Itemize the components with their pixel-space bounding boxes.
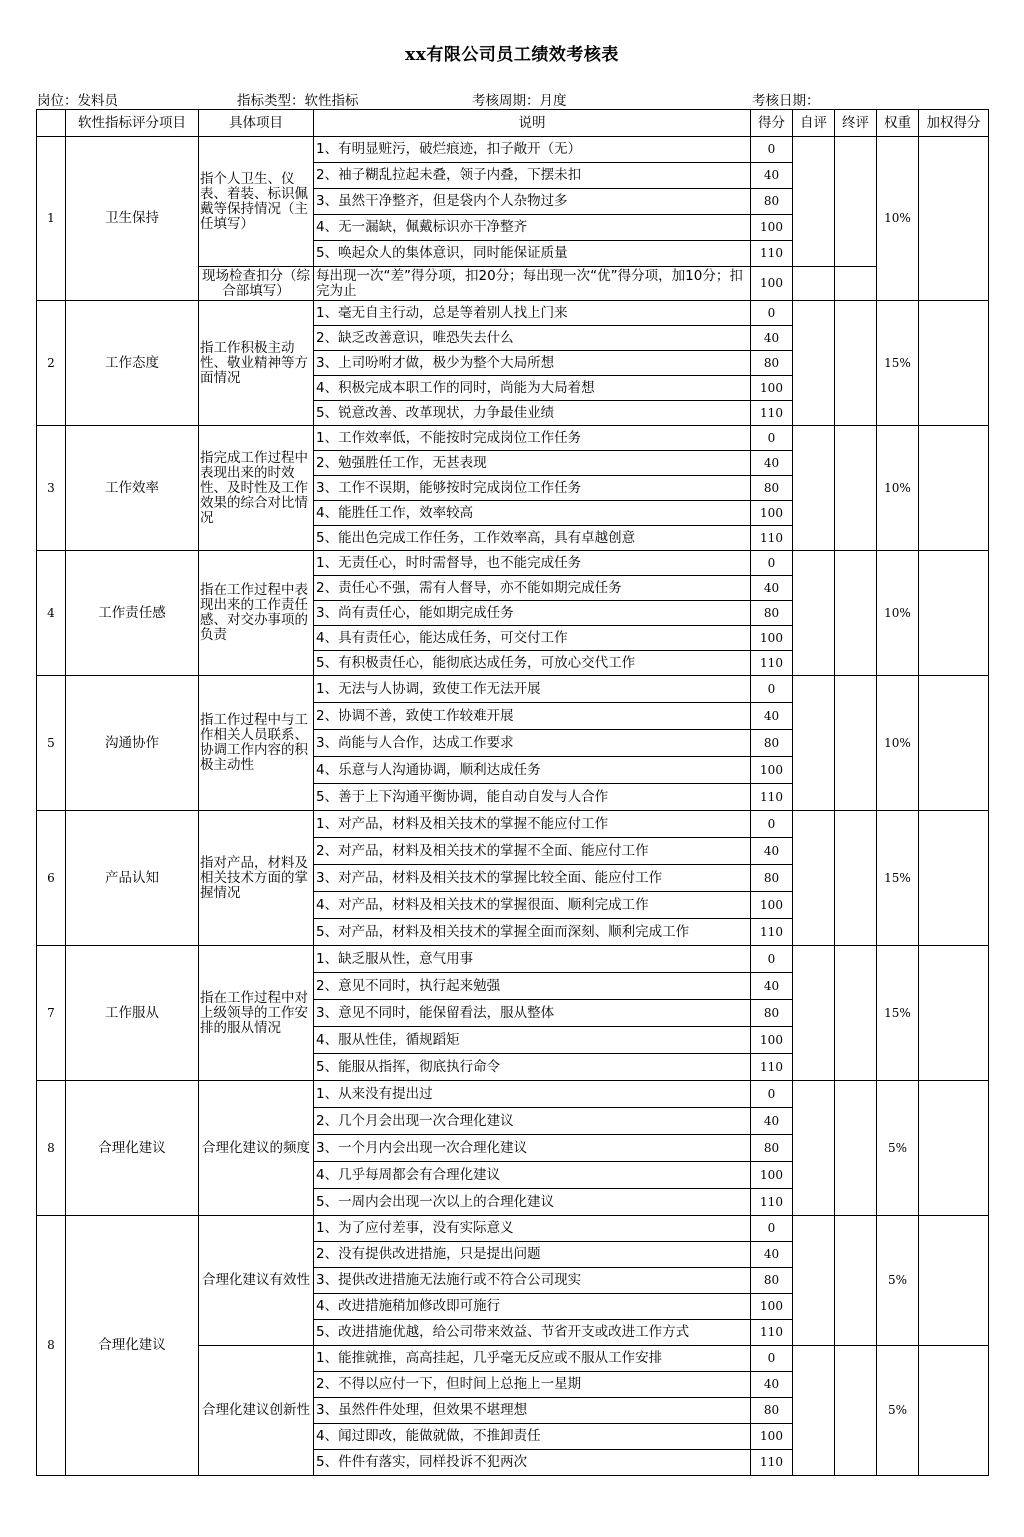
criterion-description: 3、虽然件件处理，但效果不堪理想 xyxy=(314,1398,751,1424)
weighted-score-cell[interactable] xyxy=(919,946,989,1081)
table-row xyxy=(37,811,989,838)
criterion-description: 5、能出色完成工作任务，工作效率高，具有卓越创意 xyxy=(314,526,751,551)
table-row xyxy=(37,426,989,451)
criterion-score: 40 xyxy=(751,1372,793,1398)
criterion-description: 3、一个月内会出现一次合理化建议 xyxy=(314,1135,751,1162)
criterion-score: 110 xyxy=(751,1450,793,1476)
criterion-score: 0 xyxy=(751,137,793,163)
final-eval-cell[interactable] xyxy=(835,137,877,267)
criterion-score: 100 xyxy=(751,626,793,651)
criterion-description: 1、能推就推，高高挂起，几乎毫无反应或不服从工作安排 xyxy=(314,1346,751,1372)
criterion-description: 1、对产品，材料及相关技术的掌握不能应付工作 xyxy=(314,811,751,838)
criterion-score: 80 xyxy=(751,865,793,892)
final-eval-cell[interactable] xyxy=(835,267,877,301)
criterion-score: 0 xyxy=(751,811,793,838)
item-name: 工作服从 xyxy=(66,946,199,1081)
self-eval-cell[interactable] xyxy=(793,676,835,811)
item-weight: 15% xyxy=(877,301,919,426)
item-weight: 5% xyxy=(877,1346,919,1476)
criterion-description: 1、有明显赃污，破烂痕迹，扣子敞开（无） xyxy=(314,137,751,163)
table-row xyxy=(37,137,989,163)
criterion-description: 3、意见不同时，能保留看法，服从整体 xyxy=(314,1000,751,1027)
header-index xyxy=(37,110,66,137)
criterion-score: 100 xyxy=(751,1162,793,1189)
criterion-score: 0 xyxy=(751,1081,793,1108)
table-row xyxy=(37,301,989,326)
criterion-description: 4、几乎每周都会有合理化建议 xyxy=(314,1162,751,1189)
criterion-description: 5、锐意改善、改革现状，力争最佳业绩 xyxy=(314,401,751,426)
item-detail: 指在工作过程中对上级领导的工作安排的服从情况 xyxy=(199,946,314,1081)
header-item: 软性指标评分项目 xyxy=(66,110,199,137)
criterion-score: 100 xyxy=(751,757,793,784)
weighted-score-cell[interactable] xyxy=(919,1216,989,1346)
criterion-description: 2、勉强胜任工作，无甚表现 xyxy=(314,451,751,476)
item-detail: 合理化建议有效性 xyxy=(199,1216,314,1346)
criterion-score: 80 xyxy=(751,601,793,626)
table-row xyxy=(37,551,989,576)
self-eval-cell[interactable] xyxy=(793,301,835,426)
weighted-score-cell[interactable] xyxy=(919,1081,989,1216)
criterion-description: 2、不得以应付一下，但时间上总拖上一星期 xyxy=(314,1372,751,1398)
criterion-description: 4、改进措施稍加修改即可施行 xyxy=(314,1294,751,1320)
criterion-description: 2、意见不同时，执行起来勉强 xyxy=(314,973,751,1000)
criterion-description: 4、乐意与人沟通协调，顺利达成任务 xyxy=(314,757,751,784)
criterion-description: 4、具有责任心，能达成任务，可交付工作 xyxy=(314,626,751,651)
page-title: xx有限公司员工绩效考核表 xyxy=(405,45,619,65)
criterion-description: 4、无一漏缺，佩戴标识亦干净整齐 xyxy=(314,215,751,241)
header-description: 说明 xyxy=(314,110,751,137)
criterion-score: 40 xyxy=(751,576,793,601)
criterion-description: 5、对产品，材料及相关技术的掌握全面而深刻、顺利完成工作 xyxy=(314,919,751,946)
criterion-description: 3、对产品，材料及相关技术的掌握比较全面、能应付工作 xyxy=(314,865,751,892)
criterion-description: 5、一周内会出现一次以上的合理化建议 xyxy=(314,1189,751,1216)
item-name: 合理化建议 xyxy=(66,1216,199,1476)
criterion-score: 40 xyxy=(751,163,793,189)
item-detail: 指工作积极主动性、敬业精神等方面情况 xyxy=(199,301,314,426)
item-detail: 合理化建议的频度 xyxy=(199,1081,314,1216)
final-eval-cell[interactable] xyxy=(835,1216,877,1346)
criterion-description: 5、唤起众人的集体意识，同时能保证质量 xyxy=(314,241,751,267)
header-weight: 权重 xyxy=(877,110,919,137)
criterion-description: 2、没有提供改进措施，只是提出问题 xyxy=(314,1242,751,1268)
criterion-description: 3、上司吩咐才做，极少为整个大局所想 xyxy=(314,351,751,376)
self-eval-cell[interactable] xyxy=(793,811,835,946)
meta-position: 岗位：发料员 xyxy=(37,93,118,109)
item-index: 5 xyxy=(37,676,66,811)
criterion-score: 40 xyxy=(751,703,793,730)
header-detail: 具体项目 xyxy=(199,110,314,137)
meta-indicator-type: 指标类型：软性指标 xyxy=(237,93,359,109)
criterion-score: 100 xyxy=(751,1294,793,1320)
criterion-description: 4、服从性佳，循规蹈矩 xyxy=(314,1027,751,1054)
criterion-score: 80 xyxy=(751,1000,793,1027)
criterion-score: 80 xyxy=(751,476,793,501)
self-eval-cell[interactable] xyxy=(793,551,835,676)
criterion-score: 110 xyxy=(751,241,793,267)
criterion-score: 100 xyxy=(751,267,793,301)
final-eval-cell[interactable] xyxy=(835,676,877,811)
criterion-score: 100 xyxy=(751,892,793,919)
criterion-score: 0 xyxy=(751,1346,793,1372)
item-detail: 指完成工作过程中表现出来的时效性、及时性及工作效果的综合对比情况 xyxy=(199,426,314,551)
criterion-score: 110 xyxy=(751,651,793,676)
item-weight: 10% xyxy=(877,551,919,676)
item-weight: 10% xyxy=(877,426,919,551)
criterion-description: 4、积极完成本职工作的同时，尚能为大局着想 xyxy=(314,376,751,401)
criterion-description: 2、缺乏改善意识，唯恐失去什么 xyxy=(314,326,751,351)
item-detail: 合理化建议创新性 xyxy=(199,1346,314,1476)
self-eval-cell[interactable] xyxy=(793,1216,835,1346)
self-eval-cell[interactable] xyxy=(793,426,835,551)
item-index: 7 xyxy=(37,946,66,1081)
criterion-description: 2、对产品，材料及相关技术的掌握不全面、能应付工作 xyxy=(314,838,751,865)
criterion-description: 3、尚能与人合作，达成工作要求 xyxy=(314,730,751,757)
criterion-score: 40 xyxy=(751,1242,793,1268)
criterion-score: 110 xyxy=(751,784,793,811)
item-index: 2 xyxy=(37,301,66,426)
criterion-score: 110 xyxy=(751,1320,793,1346)
header-self-eval: 自评 xyxy=(793,110,835,137)
criterion-score: 80 xyxy=(751,730,793,757)
criterion-score: 80 xyxy=(751,189,793,215)
criterion-score: 110 xyxy=(751,401,793,426)
item-name: 工作责任感 xyxy=(66,551,199,676)
item-index: 3 xyxy=(37,426,66,551)
item-index: 8 xyxy=(37,1216,66,1476)
criterion-description: 3、尚有责任心，能如期完成任务 xyxy=(314,601,751,626)
criterion-description: 5、善于上下沟通平衡协调，能自动自发与人合作 xyxy=(314,784,751,811)
item-detail: 指个人卫生、仪表、着装、标识佩戴等保持情况（主任填写） xyxy=(199,137,314,267)
weighted-score-cell[interactable] xyxy=(919,426,989,551)
weighted-score-cell[interactable] xyxy=(919,1346,989,1476)
criterion-description: 1、工作效率低，不能按时完成岗位工作任务 xyxy=(314,426,751,451)
table-body xyxy=(37,137,989,1476)
criterion-description: 1、为了应付差事，没有实际意义 xyxy=(314,1216,751,1242)
criterion-description: 3、工作不误期，能够按时完成岗位工作任务 xyxy=(314,476,751,501)
header-final-eval: 终评 xyxy=(835,110,877,137)
criterion-score: 0 xyxy=(751,551,793,576)
criterion-description: 2、袖子糊乱拉起未叠，领子内叠，下摆未扣 xyxy=(314,163,751,189)
item-weight: 5% xyxy=(877,1216,919,1346)
criterion-score: 100 xyxy=(751,215,793,241)
item-detail: 现场检查扣分（综合部填写） xyxy=(199,267,314,301)
self-eval-cell[interactable] xyxy=(793,267,835,301)
item-name: 沟通协作 xyxy=(66,676,199,811)
item-weight: 10% xyxy=(877,676,919,811)
evaluation-table xyxy=(36,109,989,1476)
criterion-description: 1、无法与人协调，致使工作无法开展 xyxy=(314,676,751,703)
item-index: 1 xyxy=(37,137,66,301)
criterion-score: 100 xyxy=(751,1424,793,1450)
item-name: 合理化建议 xyxy=(66,1081,199,1216)
criterion-description: 1、从来没有提出过 xyxy=(314,1081,751,1108)
item-index: 4 xyxy=(37,551,66,676)
item-name: 工作态度 xyxy=(66,301,199,426)
item-name: 卫生保持 xyxy=(66,137,199,301)
weighted-score-cell[interactable] xyxy=(919,811,989,946)
table-row xyxy=(37,676,989,703)
criterion-score: 110 xyxy=(751,919,793,946)
final-eval-cell[interactable] xyxy=(835,301,877,426)
header-weighted-score: 加权得分 xyxy=(919,110,989,137)
criterion-score: 110 xyxy=(751,1054,793,1081)
criterion-description: 每出现一次“差”得分项，扣20分；每出现一次“优”得分项，加10分；扣完为止 xyxy=(314,267,751,301)
item-detail: 指工作过程中与工作相关人员联系、协调工作内容的积极主动性 xyxy=(199,676,314,811)
header-row xyxy=(37,110,989,137)
criterion-description: 1、无责任心，时时需督导，也不能完成任务 xyxy=(314,551,751,576)
criterion-description: 3、虽然干净整齐，但是袋内个人杂物过多 xyxy=(314,189,751,215)
criterion-score: 40 xyxy=(751,838,793,865)
meta-date: 考核日期： xyxy=(752,93,820,109)
criterion-score: 0 xyxy=(751,1216,793,1242)
final-eval-cell[interactable] xyxy=(835,1346,877,1476)
criterion-score: 80 xyxy=(751,1398,793,1424)
meta-period: 考核周期：月度 xyxy=(472,93,567,109)
criterion-score: 100 xyxy=(751,1027,793,1054)
criterion-score: 110 xyxy=(751,526,793,551)
criterion-score: 100 xyxy=(751,376,793,401)
criterion-description: 1、缺乏服从性，意气用事 xyxy=(314,946,751,973)
criterion-score: 40 xyxy=(751,973,793,1000)
criterion-description: 4、能胜任工作，效率较高 xyxy=(314,501,751,526)
criterion-description: 4、对产品，材料及相关技术的掌握很面、顺利完成工作 xyxy=(314,892,751,919)
item-name: 产品认知 xyxy=(66,811,199,946)
final-eval-cell[interactable] xyxy=(835,811,877,946)
self-eval-cell[interactable] xyxy=(793,1081,835,1216)
criterion-description: 5、有积极责任心，能彻底达成任务，可放心交代工作 xyxy=(314,651,751,676)
item-weight: 15% xyxy=(877,946,919,1081)
item-name: 工作效率 xyxy=(66,426,199,551)
criterion-score: 110 xyxy=(751,1189,793,1216)
weighted-score-cell[interactable] xyxy=(919,676,989,811)
criterion-description: 5、件件有落实，同样投诉不犯两次 xyxy=(314,1450,751,1476)
self-eval-cell[interactable] xyxy=(793,946,835,1081)
item-detail: 指对产品，材料及相关技术方面的掌握情况 xyxy=(199,811,314,946)
table-row xyxy=(37,1081,989,1108)
final-eval-cell[interactable] xyxy=(835,551,877,676)
item-detail: 指在工作过程中表现出来的工作责任感、对交办事项的负责 xyxy=(199,551,314,676)
item-weight: 5% xyxy=(877,1081,919,1216)
criterion-description: 5、改进措施优越，给公司带来效益、节省开支或改进工作方式 xyxy=(314,1320,751,1346)
final-eval-cell[interactable] xyxy=(835,426,877,551)
criterion-description: 4、闻过即改，能做就做，不推卸责任 xyxy=(314,1424,751,1450)
weighted-score-cell[interactable] xyxy=(919,301,989,426)
criterion-description: 2、几个月会出现一次合理化建议 xyxy=(314,1108,751,1135)
item-index: 6 xyxy=(37,811,66,946)
criterion-description: 3、提供改进措施无法施行或不符合公司现实 xyxy=(314,1268,751,1294)
criterion-score: 80 xyxy=(751,1268,793,1294)
self-eval-cell[interactable] xyxy=(793,137,835,267)
criterion-score: 40 xyxy=(751,326,793,351)
weighted-score-cell[interactable] xyxy=(919,137,989,301)
criterion-score: 0 xyxy=(751,301,793,326)
criterion-score: 40 xyxy=(751,1108,793,1135)
item-weight: 15% xyxy=(877,811,919,946)
criterion-score: 80 xyxy=(751,351,793,376)
criterion-score: 80 xyxy=(751,1135,793,1162)
criterion-score: 40 xyxy=(751,451,793,476)
criterion-description: 2、协调不善，致使工作较难开展 xyxy=(314,703,751,730)
criterion-score: 0 xyxy=(751,676,793,703)
criterion-description: 2、责任心不强，需有人督导，亦不能如期完成任务 xyxy=(314,576,751,601)
header-score: 得分 xyxy=(751,110,793,137)
item-index: 8 xyxy=(37,1081,66,1216)
table-row xyxy=(37,1216,989,1242)
self-eval-cell[interactable] xyxy=(793,1346,835,1476)
item-weight: 10% xyxy=(877,137,919,301)
criterion-description: 1、毫无自主行动，总是等着别人找上门来 xyxy=(314,301,751,326)
criterion-score: 0 xyxy=(751,946,793,973)
table-row xyxy=(37,946,989,973)
criterion-score: 100 xyxy=(751,501,793,526)
weighted-score-cell[interactable] xyxy=(919,551,989,676)
criterion-description: 5、能服从指挥，彻底执行命令 xyxy=(314,1054,751,1081)
final-eval-cell[interactable] xyxy=(835,946,877,1081)
final-eval-cell[interactable] xyxy=(835,1081,877,1216)
criterion-score: 0 xyxy=(751,426,793,451)
